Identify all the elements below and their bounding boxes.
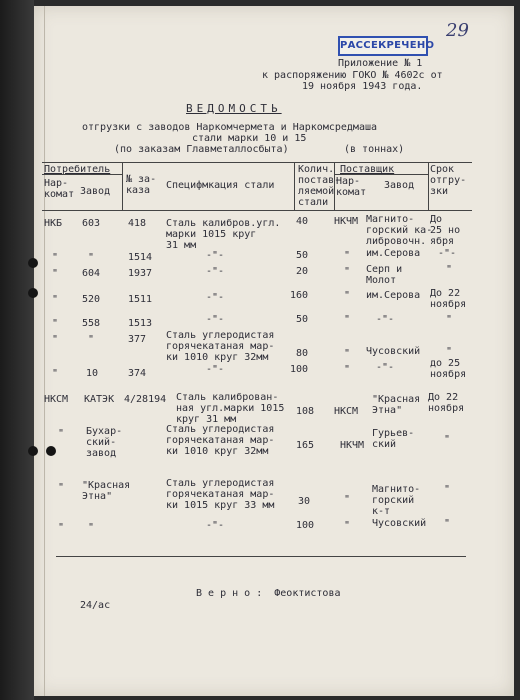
- cell-spec: -"-: [206, 292, 225, 303]
- cell-order: 1513: [128, 318, 153, 329]
- cell-plant: 604: [82, 268, 101, 279]
- cell-sup-komat: ": [344, 290, 351, 301]
- header-term: Срок отгру- зки: [430, 164, 467, 197]
- header-spec: Специфмкация стали: [166, 180, 275, 191]
- cell-qty: 50: [296, 250, 309, 261]
- header-plant: Завод: [80, 186, 111, 197]
- header-supplier: Поставщик: [340, 164, 395, 175]
- punch-hole: [28, 288, 38, 298]
- cell-plant: Бухар- ский- завод: [86, 426, 123, 459]
- cell-sup-komat: ": [344, 520, 351, 531]
- cell-komat: ": [58, 482, 65, 493]
- cell-spec: Сталь углеродистая горячекатаная мар- ки 1015 круг 33 мм: [166, 478, 275, 511]
- cell-sup-komat: ": [344, 314, 351, 325]
- cell-komat: ": [52, 268, 59, 279]
- cell-term: До 25 но ября: [430, 214, 461, 247]
- subtitle-line-1: отгрузки с заводов Наркомчермета и Наркомсредмаша: [82, 122, 378, 133]
- cell-qty: 20: [296, 266, 309, 277]
- cell-komat: ": [58, 522, 65, 533]
- table-top-rule: [42, 162, 472, 163]
- cell-sup-plant: Чусовский: [372, 518, 427, 529]
- cell-plant: 10: [86, 368, 99, 379]
- cell-komat: НКСМ: [44, 394, 69, 405]
- cell-term: ": [446, 264, 453, 275]
- annex-line-1: Приложение № 1: [338, 58, 423, 69]
- cell-order: 1514: [128, 252, 153, 263]
- cell-sup-plant: -"-: [376, 362, 395, 373]
- cell-spec: -"-: [206, 520, 225, 531]
- cell-qty: 40: [296, 216, 309, 227]
- cell-komat: ": [52, 294, 59, 305]
- cell-sup-plant: им.Серова: [366, 290, 421, 301]
- table-bottom-rule: [56, 556, 466, 557]
- punch-hole: [28, 258, 38, 268]
- binder-edge: [0, 0, 34, 700]
- punch-hole: [28, 446, 38, 456]
- cell-spec: -"-: [206, 266, 225, 277]
- cell-term: ": [444, 434, 451, 445]
- cell-sup-komat: НКЧМ: [334, 216, 359, 227]
- column-divider: [122, 162, 123, 210]
- cell-qty: 100: [290, 364, 309, 375]
- cell-sup-plant: Гурьев- ский: [372, 428, 415, 450]
- cell-spec: -"-: [206, 250, 225, 261]
- subtitle-line-2: стали марки 10 и 15: [192, 133, 307, 144]
- cell-sup-komat: НКСМ: [334, 406, 359, 417]
- cell-sup-komat: ": [344, 266, 351, 277]
- header-sup-komat: Нар- комат: [336, 176, 367, 198]
- cell-sup-komat: НКЧМ: [340, 440, 365, 451]
- subtitle-line-3: (по заказам Главметаллосбыта): [114, 144, 289, 155]
- cell-sup-plant: -"-: [376, 314, 395, 325]
- cell-qty: 80: [296, 348, 309, 359]
- cell-qty: 165: [296, 440, 315, 451]
- cell-komat: ": [52, 252, 59, 263]
- cell-plant: ": [88, 252, 95, 263]
- cell-order: 377: [128, 334, 147, 345]
- cell-qty: 100: [296, 520, 315, 531]
- annex-line-3: 19 ноября 1943 года.: [302, 81, 423, 92]
- cell-komat: НКБ: [44, 218, 63, 229]
- cell-qty: 50: [296, 314, 309, 325]
- cell-order: 418: [128, 218, 147, 229]
- cell-plant: 520: [82, 294, 101, 305]
- cell-spec: Сталь калибров.угл. марки 1015 круг 31 мм: [166, 218, 281, 251]
- declassified-stamp: РАССЕКРЕЧЕНО: [338, 36, 428, 56]
- cell-plant: ": [88, 334, 95, 345]
- header-qty: Колич. постав- ляемой стали: [298, 164, 341, 208]
- header-bottom-rule: [42, 210, 472, 211]
- verified-signature: В е р н о : Феоктистова: [196, 588, 341, 599]
- cell-qty: 30: [298, 496, 311, 507]
- header-order: № за- каза: [126, 174, 157, 196]
- cell-term: ": [446, 314, 453, 325]
- annex-line-2: к распоряжению ГОКО № 4602с от: [262, 70, 443, 81]
- cell-order: 1511: [128, 294, 153, 305]
- cell-order: 374: [128, 368, 147, 379]
- cell-spec: -"-: [206, 314, 225, 325]
- cell-sup-plant: им.Серова: [366, 248, 421, 259]
- cell-term: До 22 ноября: [430, 288, 467, 310]
- cell-order: 1937: [128, 268, 153, 279]
- cell-sup-plant: Чусовский: [366, 346, 421, 357]
- cell-komat: ": [52, 368, 59, 379]
- cell-sup-komat: ": [344, 364, 351, 375]
- cell-sup-plant: Магнито- горский ка- либровочн.: [366, 214, 433, 247]
- header-consumer: Потребитель: [44, 164, 111, 175]
- cell-plant: 558: [82, 318, 101, 329]
- header-sup-plant: Завод: [384, 180, 415, 191]
- cell-term: ": [446, 346, 453, 357]
- cell-sup-plant: "Красная Этна": [372, 394, 421, 416]
- cell-plant: КАТЭК: [84, 394, 115, 405]
- cell-spec: Сталь калиброван- ная угл.марки 1015 круг 31 мм: [176, 392, 285, 425]
- document-code: 24/ас: [80, 600, 111, 611]
- binder-line: [44, 6, 45, 696]
- cell-term: ": [444, 484, 451, 495]
- cell-term: -"-: [438, 248, 457, 259]
- cell-order: 4/28194: [124, 394, 167, 405]
- cell-sup-komat: ": [344, 494, 351, 505]
- units-label: (в тоннах): [344, 144, 405, 155]
- cell-komat: ": [52, 334, 59, 345]
- cell-plant: ": [88, 522, 95, 533]
- cell-qty: 160: [290, 290, 309, 301]
- cell-spec: Сталь углеродистая горячекатаная мар- ки 1010 круг 32мм: [166, 330, 275, 363]
- cell-spec: Сталь углеродистая горячекатаная мар- ки 1010 круг 32мм: [166, 424, 275, 457]
- column-divider: [294, 162, 295, 210]
- cell-plant: 603: [82, 218, 101, 229]
- header-komat: Нар- комат: [44, 178, 75, 200]
- cell-term: ": [444, 518, 451, 529]
- page-number: 29: [446, 20, 469, 41]
- cell-plant: "Красная Этна": [82, 480, 131, 502]
- cell-komat: ": [58, 428, 65, 439]
- cell-sup-plant: Магнито- горский к-т: [372, 484, 421, 517]
- cell-term: До 22 ноября: [428, 392, 465, 414]
- punch-hole: [46, 446, 56, 456]
- cell-sup-plant: Серп и Молот: [366, 264, 403, 286]
- cell-term: до 25 ноября: [430, 358, 467, 380]
- document-title: ВЕДОМОСТЬ: [186, 102, 282, 115]
- cell-sup-komat: ": [344, 250, 351, 261]
- cell-sup-komat: ": [344, 348, 351, 359]
- cell-qty: 108: [296, 406, 315, 417]
- cell-komat: ": [52, 318, 59, 329]
- column-divider: [428, 162, 429, 210]
- cell-spec: -"-: [206, 364, 225, 375]
